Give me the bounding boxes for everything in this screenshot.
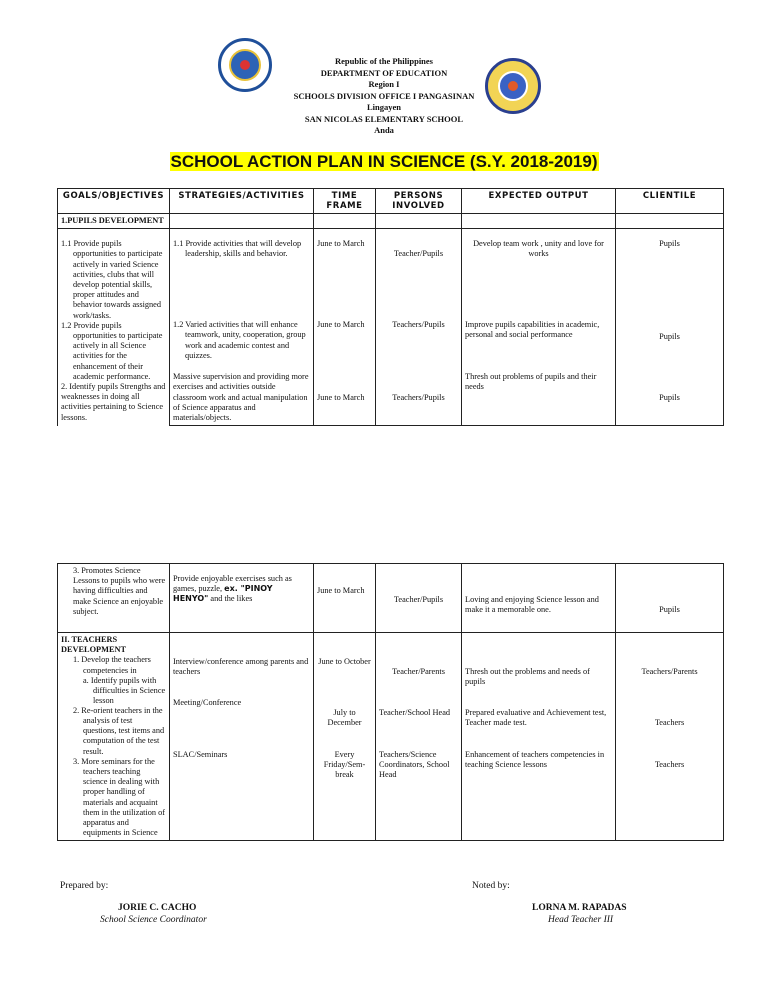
goal-text: a. Identify pupils with difficulties in Science lesson bbox=[83, 675, 166, 706]
letterhead-line: SCHOOLS DIVISION OFFICE I PANGASINAN bbox=[293, 90, 475, 101]
persons-text: Teachers/Pupils bbox=[392, 320, 445, 330]
strategy-text: SLAC/Seminars bbox=[173, 750, 228, 759]
strategy-text: Provide enjoyable exercises such as games, puzzle, bbox=[173, 574, 292, 594]
strategy-example: ex. "PINOY HENYO" bbox=[173, 584, 273, 604]
noted-by-label: Noted by: bbox=[472, 881, 510, 891]
strategy-cell bbox=[170, 229, 314, 426]
persons-cell bbox=[376, 633, 462, 841]
time-text: July to December bbox=[327, 708, 362, 728]
letterhead-line: SAN NICOLAS ELEMENTARY SCHOOL bbox=[304, 113, 464, 124]
action-plan-table-2 bbox=[57, 563, 724, 841]
letterhead-line: Republic of the Philippines bbox=[334, 56, 433, 66]
table-row bbox=[58, 229, 724, 426]
column-header-strategies: STRATEGIES/ACTIVITIES bbox=[170, 189, 314, 214]
table-row bbox=[58, 633, 724, 841]
time-text: June to March bbox=[317, 239, 365, 249]
goal-text: 2. Re-orient teachers in the analysis of test questions, test items and computation of the test result. bbox=[73, 705, 165, 756]
output-text: Thresh out problems of pupils and their needs bbox=[465, 372, 597, 392]
strategy-cell bbox=[170, 633, 314, 841]
clientele-cell bbox=[616, 633, 724, 841]
output-text: Thresh out the problems and needs of pupils bbox=[465, 667, 590, 687]
letterhead-line: Lingayen bbox=[366, 102, 401, 112]
output-text: Enhancement of teachers competencies in teaching Science lessons bbox=[465, 750, 605, 770]
clientele-text: Pupils bbox=[659, 332, 680, 342]
persons-text: Teachers/Pupils bbox=[392, 393, 445, 403]
output-text: Prepared evaluative and Achievement test, Teacher made test. bbox=[465, 708, 607, 728]
section-heading: 1.PUPILS DEVELOPMENT bbox=[58, 214, 170, 229]
strategy-text: Interview/conference among parents and teachers bbox=[173, 657, 309, 677]
clientele-text: Teachers bbox=[654, 760, 685, 769]
persons-cell bbox=[376, 229, 462, 426]
output-text: Improve pupils capabilities in academic, personal and social performance bbox=[465, 320, 600, 340]
time-text: Every Friday/Sem-break bbox=[323, 750, 366, 780]
goal-text: 1.1 Provide pupils opportunities to participate actively in varied Science activities, clubs that will develop potential skills, proper attitudes and behavior towards assigned work/tasks. bbox=[61, 239, 163, 320]
goal-text: 1. Develop the teachers competencies in bbox=[73, 655, 151, 675]
clientele-text: Pupils bbox=[659, 393, 680, 403]
column-header-time-frame: TIME FRAME bbox=[314, 189, 376, 214]
column-header-output: EXPECTED OUTPUT bbox=[462, 189, 616, 214]
time-text: June to March bbox=[314, 564, 376, 633]
output-cell bbox=[462, 229, 616, 426]
goal-cell bbox=[58, 564, 170, 633]
time-text: June to March bbox=[317, 393, 365, 403]
persons-text: Teacher/Pupils bbox=[376, 564, 462, 633]
goal-text: 3. More seminars for the teachers teaching science in dealing with proper handling of materials and acquaint them in the utilization of apparatus and equipments in Science bbox=[73, 756, 166, 838]
letterhead-line: Anda bbox=[374, 125, 394, 135]
strategy-text: 1.2 Varied activities that will enhance teamwork, unity, cooperation, group work and academic contest and quizzes. bbox=[173, 320, 306, 360]
time-cell bbox=[314, 229, 376, 426]
column-header-goals: GOALS/OBJECTIVES bbox=[58, 189, 170, 214]
section-heading-row bbox=[58, 214, 724, 229]
table-header-row bbox=[58, 189, 724, 214]
strategy-cell bbox=[170, 564, 314, 633]
goal-text: 2. Identify pupils Strengths and weaknesses in doing all activities pertaining to Science lessons. bbox=[61, 382, 166, 422]
noted-by-title: Head Teacher III bbox=[548, 915, 614, 925]
persons-text: Teacher/School Head bbox=[379, 708, 451, 717]
document-title bbox=[0, 152, 768, 172]
goal-cell bbox=[58, 229, 170, 426]
persons-text: Teacher/Parents bbox=[392, 667, 445, 676]
letterhead-line: DEPARTMENT OF EDUCATION bbox=[320, 67, 448, 78]
persons-text: Teachers/Science Coordinators, School Head bbox=[379, 750, 450, 780]
prepared-by-name: JORIE C. CACHO bbox=[118, 903, 197, 913]
document-title-text: SCHOOL ACTION PLAN IN SCIENCE (S.Y. 2018-2019) bbox=[170, 152, 598, 171]
clientele-text: Teachers/Parents bbox=[641, 667, 698, 676]
column-header-persons: PERSONS INVOLVED bbox=[376, 189, 462, 214]
noted-by-name: LORNA M. RAPADAS bbox=[532, 903, 627, 913]
section-heading: II. TEACHERS DEVELOPMENT bbox=[61, 635, 126, 655]
clientele-cell bbox=[616, 229, 724, 426]
strategy-text: and the likes bbox=[210, 594, 253, 604]
time-text: June to March bbox=[317, 320, 365, 330]
prepared-by-title: School Science Coordinator bbox=[100, 915, 207, 925]
clientele-text: Teachers bbox=[654, 718, 685, 727]
goal-text: 3. Promotes Science Lessons to pupils who were having difficulties and make Science an enjoyable subject. bbox=[73, 566, 166, 616]
output-text: Loving and enjoying Science lesson and make it a memorable one. bbox=[462, 564, 616, 633]
column-header-clientele: CLIENTILE bbox=[616, 189, 724, 214]
persons-text: Teacher/Pupils bbox=[393, 249, 444, 259]
output-cell bbox=[462, 633, 616, 841]
clientele-text: Pupils bbox=[659, 239, 680, 249]
strategy-text: Meeting/Conference bbox=[173, 698, 242, 707]
time-cell bbox=[314, 633, 376, 841]
output-text: Develop team work , unity and love for works bbox=[473, 239, 604, 259]
letterhead bbox=[0, 56, 768, 137]
goal-cell bbox=[58, 633, 170, 841]
time-text: June to October bbox=[318, 657, 371, 666]
goal-text: 1.2 Provide pupils opportunities to participate actively in all Science activities for the enhancement of their academic performance. bbox=[61, 320, 163, 381]
letterhead-line: Region I bbox=[368, 79, 400, 89]
clientele-text: Pupils bbox=[616, 564, 724, 633]
strategy-text: 1.1 Provide activities that will develop leadership, skills and behavior. bbox=[173, 239, 302, 259]
strategy-text: Massive supervision and providing more exercises and activities outside classroom work and actual manipulation of Science apparatus and materials/objects. bbox=[173, 372, 309, 423]
action-plan-table-1 bbox=[57, 188, 724, 426]
table-row bbox=[58, 564, 724, 633]
prepared-by-label: Prepared by: bbox=[60, 881, 109, 891]
